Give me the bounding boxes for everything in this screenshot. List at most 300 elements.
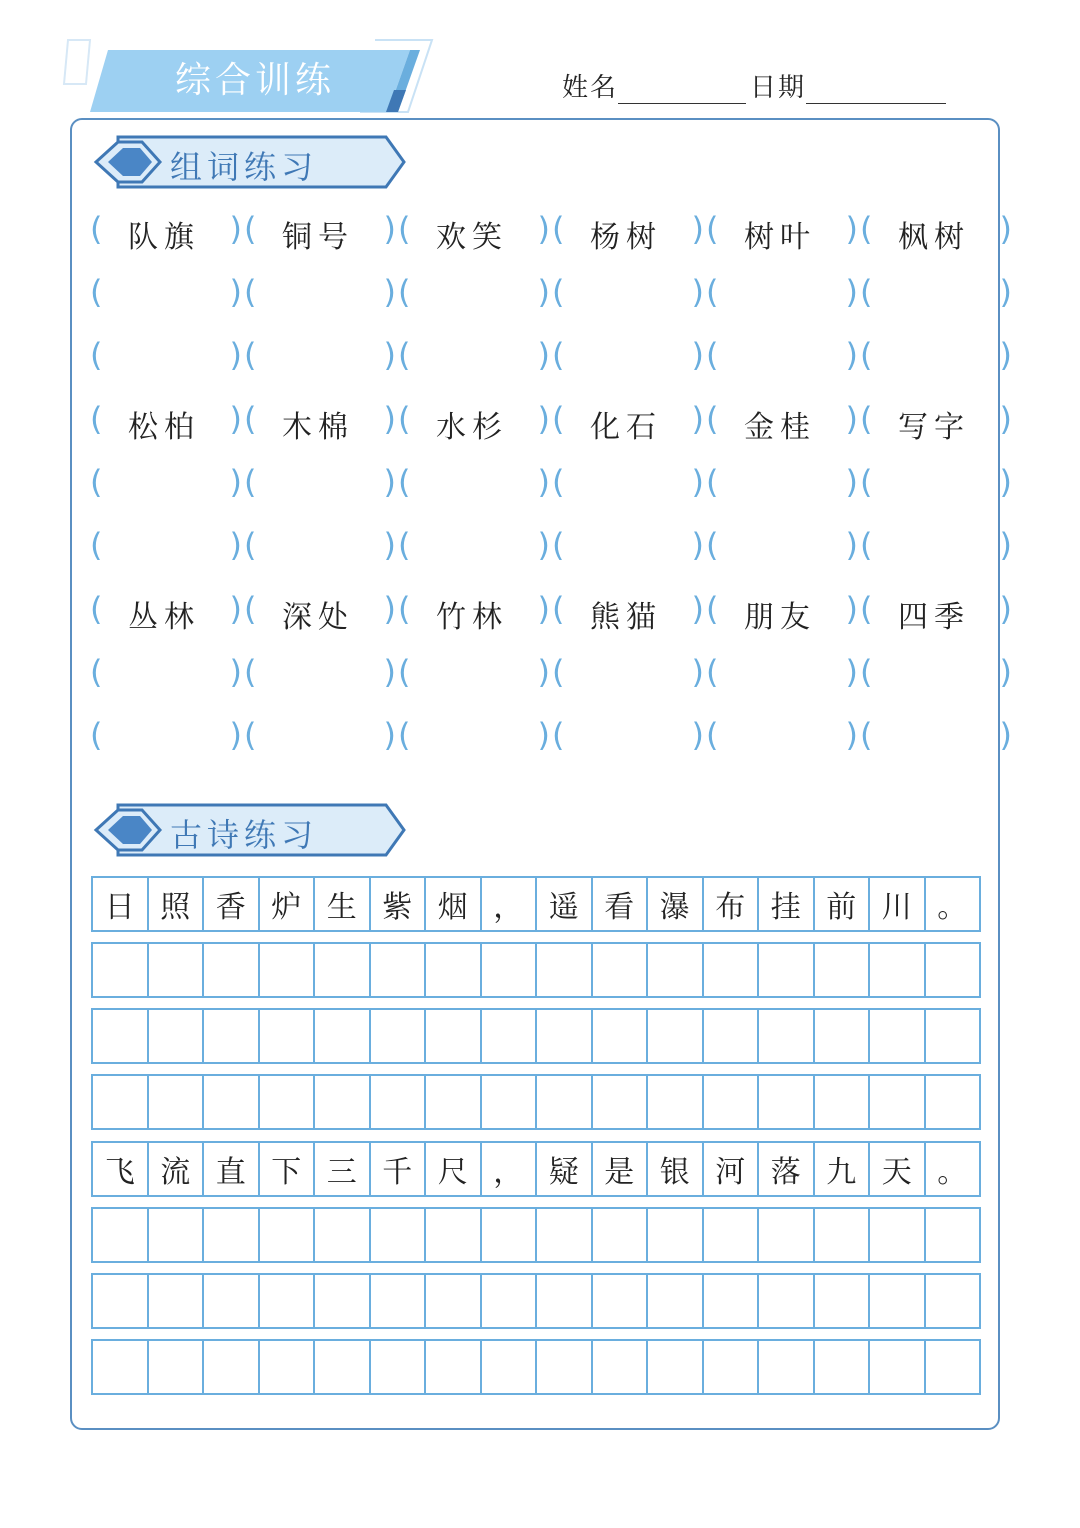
poem-char-cell: 三 [315, 1143, 371, 1195]
writing-cell[interactable] [482, 1209, 538, 1261]
close-paren: ) [999, 716, 1012, 754]
open-paren: ( [552, 336, 565, 374]
close-paren: ) [845, 463, 858, 501]
poem-char-cell: ， [482, 878, 538, 930]
close-paren: ) [383, 463, 396, 501]
close-paren: ) [537, 526, 550, 564]
writing-cell[interactable] [426, 1010, 482, 1062]
writing-cell[interactable] [426, 1209, 482, 1261]
blank-word-cell[interactable] [552, 716, 704, 760]
open-paren: ( [244, 653, 257, 691]
writing-cell[interactable] [204, 944, 260, 996]
word-cell [860, 210, 1012, 254]
close-paren: ) [691, 210, 704, 248]
word-cell [398, 590, 550, 634]
open-paren: ( [552, 400, 565, 438]
writing-row [91, 1273, 981, 1329]
word-text: 化石 [590, 410, 662, 445]
open-paren: ( [244, 273, 257, 311]
writing-cell[interactable] [315, 944, 371, 996]
poem-char-cell: 下 [260, 1143, 316, 1195]
close-paren: ) [691, 590, 704, 628]
writing-cell[interactable] [482, 1341, 538, 1393]
blank-word-cell[interactable] [552, 463, 704, 507]
writing-cell[interactable] [482, 1076, 538, 1128]
writing-cell[interactable] [93, 1341, 149, 1393]
close-paren: ) [691, 716, 704, 754]
open-paren: ( [706, 273, 719, 311]
writing-cell[interactable] [648, 1010, 704, 1062]
writing-row [91, 1008, 981, 1064]
writing-cell[interactable] [149, 1010, 205, 1062]
writing-cell[interactable] [371, 1341, 427, 1393]
blank-word-cell[interactable] [244, 336, 396, 380]
poem-line-row [91, 1141, 981, 1197]
writing-cell[interactable] [648, 944, 704, 996]
writing-cell[interactable] [704, 1010, 760, 1062]
writing-row [91, 1339, 981, 1395]
writing-cell[interactable] [204, 1076, 260, 1128]
close-paren: ) [537, 716, 550, 754]
writing-cell[interactable] [704, 1209, 760, 1261]
writing-cell[interactable] [260, 1010, 316, 1062]
blank-word-cell[interactable] [398, 336, 550, 380]
writing-cell[interactable] [260, 944, 316, 996]
open-paren: ( [244, 526, 257, 564]
close-paren: ) [845, 590, 858, 628]
title-banner [60, 32, 440, 117]
writing-cell[interactable] [815, 1275, 871, 1327]
writing-cell[interactable] [593, 1209, 649, 1261]
writing-cell[interactable] [759, 1341, 815, 1393]
writing-cell[interactable] [371, 1010, 427, 1062]
blank-word-cell[interactable] [552, 273, 704, 317]
writing-cell[interactable] [93, 1010, 149, 1062]
poem-char-cell: 炉 [260, 878, 316, 930]
writing-cell[interactable] [704, 1076, 760, 1128]
blank-word-cell[interactable] [706, 273, 858, 317]
poem-char-cell: 千 [371, 1143, 427, 1195]
close-paren: ) [229, 273, 242, 311]
blank-word-cell[interactable] [860, 526, 1012, 570]
writing-cell[interactable] [870, 944, 926, 996]
writing-cell[interactable] [315, 1341, 371, 1393]
close-paren: ) [537, 400, 550, 438]
writing-row [91, 942, 981, 998]
open-paren: ( [398, 273, 411, 311]
close-paren: ) [383, 336, 396, 374]
close-paren: ) [691, 273, 704, 311]
open-paren: ( [398, 336, 411, 374]
close-paren: ) [383, 526, 396, 564]
writing-cell[interactable] [926, 944, 982, 996]
writing-cell[interactable] [204, 1209, 260, 1261]
close-paren: ) [999, 463, 1012, 501]
writing-cell[interactable] [482, 944, 538, 996]
open-paren: ( [244, 590, 257, 628]
blank-word-cell[interactable] [398, 526, 550, 570]
writing-cell[interactable] [537, 1076, 593, 1128]
word-cell [706, 590, 858, 634]
open-paren: ( [706, 590, 719, 628]
writing-cell[interactable] [926, 1209, 982, 1261]
word-cell [90, 210, 242, 254]
word-cell [860, 590, 1012, 634]
writing-cell[interactable] [593, 944, 649, 996]
writing-cell[interactable] [371, 1076, 427, 1128]
blank-word-cell[interactable] [398, 653, 550, 697]
open-paren: ( [552, 526, 565, 564]
blank-word-cell[interactable] [552, 336, 704, 380]
open-paren: ( [244, 210, 257, 248]
poem-char-cell: 流 [149, 1143, 205, 1195]
blank-word-cell[interactable] [90, 273, 242, 317]
poem-char-cell: ， [482, 1143, 538, 1195]
open-paren: ( [398, 526, 411, 564]
close-paren: ) [383, 210, 396, 248]
poem-char-cell: 遥 [537, 878, 593, 930]
section-header-poem-practice [90, 802, 410, 858]
writing-cell[interactable] [93, 1076, 149, 1128]
blank-word-cell[interactable] [244, 653, 396, 697]
writing-cell[interactable] [315, 1275, 371, 1327]
writing-cell[interactable] [482, 1275, 538, 1327]
word-cell [552, 210, 704, 254]
writing-cell[interactable] [537, 944, 593, 996]
close-paren: ) [229, 590, 242, 628]
writing-cell[interactable] [537, 1209, 593, 1261]
open-paren: ( [90, 210, 103, 248]
writing-cell[interactable] [926, 1341, 982, 1393]
word-text: 木棉 [282, 410, 354, 445]
writing-cell[interactable] [759, 1275, 815, 1327]
blank-word-cell[interactable] [552, 526, 704, 570]
date-label: 日期 [750, 73, 807, 103]
writing-cell[interactable] [815, 1076, 871, 1128]
writing-cell[interactable] [149, 944, 205, 996]
close-paren: ) [691, 336, 704, 374]
writing-cell[interactable] [537, 1275, 593, 1327]
word-cell [244, 590, 396, 634]
close-paren: ) [537, 210, 550, 248]
blank-word-cell[interactable] [706, 336, 858, 380]
blank-word-cell[interactable] [552, 653, 704, 697]
writing-cell[interactable] [870, 1010, 926, 1062]
poem-char-cell: 九 [815, 1143, 871, 1195]
poem-char-cell: 挂 [759, 878, 815, 930]
close-paren: ) [999, 273, 1012, 311]
open-paren: ( [706, 653, 719, 691]
writing-cell[interactable] [593, 1010, 649, 1062]
writing-cell[interactable] [371, 944, 427, 996]
open-paren: ( [90, 463, 103, 501]
blank-word-cell[interactable] [90, 526, 242, 570]
poem-char-cell: 直 [204, 1143, 260, 1195]
blank-word-cell[interactable] [244, 526, 396, 570]
section-title: 古诗练习 [170, 816, 319, 854]
close-paren: ) [229, 653, 242, 691]
close-paren: ) [229, 526, 242, 564]
blank-word-cell[interactable] [860, 463, 1012, 507]
word-text: 朋友 [744, 600, 816, 635]
poem-char-cell: 银 [648, 1143, 704, 1195]
blank-word-cell[interactable] [90, 463, 242, 507]
poem-char-cell: 尺 [426, 1143, 482, 1195]
close-paren: ) [691, 400, 704, 438]
word-cell [706, 400, 858, 444]
section-header-word-practice [90, 134, 410, 190]
close-paren: ) [537, 336, 550, 374]
writing-cell[interactable] [204, 1341, 260, 1393]
poem-char-cell: 疑 [537, 1143, 593, 1195]
open-paren: ( [398, 590, 411, 628]
writing-cell[interactable] [926, 1275, 982, 1327]
blank-word-cell[interactable] [860, 716, 1012, 760]
open-paren: ( [90, 336, 103, 374]
close-paren: ) [383, 400, 396, 438]
writing-cell[interactable] [870, 1076, 926, 1128]
open-paren: ( [706, 336, 719, 374]
word-text: 写字 [898, 410, 970, 445]
open-paren: ( [860, 590, 873, 628]
poem-char-cell: 河 [704, 1143, 760, 1195]
writing-cell[interactable] [759, 1076, 815, 1128]
word-text: 欢笑 [436, 220, 508, 255]
poem-char-cell: 瀑 [648, 878, 704, 930]
blank-word-cell[interactable] [706, 653, 858, 697]
writing-cell[interactable] [260, 1209, 316, 1261]
writing-cell[interactable] [648, 1076, 704, 1128]
word-text: 松柏 [128, 410, 200, 445]
poem-char-cell: 看 [593, 878, 649, 930]
blank-word-cell[interactable] [398, 716, 550, 760]
close-paren: ) [537, 273, 550, 311]
blank-word-cell[interactable] [860, 653, 1012, 697]
open-paren: ( [90, 716, 103, 754]
poem-line-row [91, 876, 981, 932]
word-text: 熊猫 [590, 600, 662, 635]
writing-cell[interactable] [426, 944, 482, 996]
open-paren: ( [90, 590, 103, 628]
writing-cell[interactable] [260, 1341, 316, 1393]
open-paren: ( [860, 336, 873, 374]
writing-cell[interactable] [759, 1209, 815, 1261]
writing-cell[interactable] [371, 1275, 427, 1327]
close-paren: ) [229, 336, 242, 374]
writing-cell[interactable] [149, 1275, 205, 1327]
close-paren: ) [845, 653, 858, 691]
open-paren: ( [90, 400, 103, 438]
poem-char-cell: 。 [926, 878, 982, 930]
close-paren: ) [229, 716, 242, 754]
word-cell [90, 590, 242, 634]
poem-char-cell: 布 [704, 878, 760, 930]
blank-word-cell[interactable] [90, 653, 242, 697]
writing-cell[interactable] [593, 1341, 649, 1393]
word-cell [860, 400, 1012, 444]
word-cell [244, 210, 396, 254]
name-blank[interactable] [618, 75, 746, 104]
writing-cell[interactable] [759, 944, 815, 996]
writing-cell[interactable] [926, 1076, 982, 1128]
blank-word-cell[interactable] [244, 463, 396, 507]
close-paren: ) [999, 336, 1012, 374]
writing-cell[interactable] [648, 1275, 704, 1327]
close-paren: ) [383, 653, 396, 691]
poem-char-cell: 紫 [371, 878, 427, 930]
writing-cell[interactable] [149, 1209, 205, 1261]
open-paren: ( [860, 526, 873, 564]
open-paren: ( [552, 653, 565, 691]
writing-cell[interactable] [371, 1209, 427, 1261]
open-paren: ( [706, 463, 719, 501]
blank-word-cell[interactable] [860, 336, 1012, 380]
writing-cell[interactable] [815, 1209, 871, 1261]
open-paren: ( [860, 273, 873, 311]
writing-cell[interactable] [759, 1010, 815, 1062]
writing-cell[interactable] [870, 1341, 926, 1393]
close-paren: ) [229, 463, 242, 501]
writing-cell[interactable] [204, 1275, 260, 1327]
writing-cell[interactable] [704, 944, 760, 996]
writing-cell[interactable] [815, 1010, 871, 1062]
writing-cell[interactable] [537, 1010, 593, 1062]
blank-word-cell[interactable] [90, 336, 242, 380]
writing-cell[interactable] [260, 1275, 316, 1327]
open-paren: ( [552, 273, 565, 311]
close-paren: ) [999, 526, 1012, 564]
blank-word-cell[interactable] [860, 273, 1012, 317]
word-text: 水杉 [436, 410, 508, 445]
close-paren: ) [383, 273, 396, 311]
writing-cell[interactable] [704, 1275, 760, 1327]
open-paren: ( [860, 210, 873, 248]
open-paren: ( [860, 716, 873, 754]
writing-cell[interactable] [815, 944, 871, 996]
writing-cell[interactable] [149, 1341, 205, 1393]
blank-word-cell[interactable] [706, 463, 858, 507]
writing-cell[interactable] [315, 1076, 371, 1128]
close-paren: ) [537, 463, 550, 501]
writing-cell[interactable] [93, 944, 149, 996]
open-paren: ( [552, 463, 565, 501]
word-cell [552, 590, 704, 634]
writing-row [91, 1207, 981, 1263]
writing-cell[interactable] [870, 1209, 926, 1261]
close-paren: ) [229, 210, 242, 248]
blank-word-cell[interactable] [706, 716, 858, 760]
writing-cell[interactable] [426, 1341, 482, 1393]
writing-cell[interactable] [93, 1275, 149, 1327]
poem-char-cell: 日 [93, 878, 149, 930]
open-paren: ( [552, 716, 565, 754]
writing-cell[interactable] [204, 1010, 260, 1062]
close-paren: ) [383, 716, 396, 754]
word-cell [244, 400, 396, 444]
writing-cell[interactable] [704, 1341, 760, 1393]
word-text: 金桂 [744, 410, 816, 445]
poem-char-cell: 川 [870, 878, 926, 930]
open-paren: ( [244, 463, 257, 501]
blank-word-cell[interactable] [244, 716, 396, 760]
open-paren: ( [398, 653, 411, 691]
writing-cell[interactable] [926, 1010, 982, 1062]
word-text: 四季 [898, 600, 970, 635]
close-paren: ) [999, 400, 1012, 438]
writing-cell[interactable] [426, 1275, 482, 1327]
writing-cell[interactable] [149, 1076, 205, 1128]
open-paren: ( [244, 716, 257, 754]
writing-row [91, 1074, 981, 1130]
writing-cell[interactable] [815, 1341, 871, 1393]
writing-cell[interactable] [93, 1209, 149, 1261]
writing-cell[interactable] [315, 1010, 371, 1062]
writing-cell[interactable] [648, 1209, 704, 1261]
blank-word-cell[interactable] [398, 273, 550, 317]
writing-cell[interactable] [315, 1209, 371, 1261]
name-date-fields [562, 70, 946, 104]
blank-word-cell[interactable] [244, 273, 396, 317]
open-paren: ( [244, 336, 257, 374]
word-cell [706, 210, 858, 254]
blank-word-cell[interactable] [90, 716, 242, 760]
worksheet-title: 综合训练 [174, 60, 335, 101]
word-text: 丛林 [128, 600, 200, 635]
name-label: 姓名 [562, 73, 619, 103]
close-paren: ) [537, 590, 550, 628]
writing-cell[interactable] [593, 1076, 649, 1128]
writing-cell[interactable] [426, 1076, 482, 1128]
poem-char-cell: 照 [149, 878, 205, 930]
close-paren: ) [845, 526, 858, 564]
close-paren: ) [691, 653, 704, 691]
word-text: 枫树 [898, 220, 970, 255]
open-paren: ( [90, 526, 103, 564]
section-title: 组词练习 [170, 148, 319, 186]
date-blank[interactable] [806, 75, 946, 104]
poem-char-cell: 前 [815, 878, 871, 930]
poem-char-cell: 飞 [93, 1143, 149, 1195]
open-paren: ( [552, 210, 565, 248]
word-cell [552, 400, 704, 444]
blank-word-cell[interactable] [398, 463, 550, 507]
word-text: 队旗 [128, 220, 200, 255]
poem-char-cell: 落 [759, 1143, 815, 1195]
close-paren: ) [383, 590, 396, 628]
writing-cell[interactable] [648, 1341, 704, 1393]
writing-cell[interactable] [870, 1275, 926, 1327]
blank-word-cell[interactable] [706, 526, 858, 570]
word-text: 铜号 [282, 220, 354, 255]
word-text: 竹林 [436, 600, 508, 635]
writing-cell[interactable] [482, 1010, 538, 1062]
close-paren: ) [845, 400, 858, 438]
word-cell [398, 400, 550, 444]
open-paren: ( [398, 400, 411, 438]
open-paren: ( [398, 716, 411, 754]
open-paren: ( [706, 210, 719, 248]
close-paren: ) [229, 400, 242, 438]
poem-char-cell: 香 [204, 878, 260, 930]
word-cell [398, 210, 550, 254]
poem-char-cell: 天 [870, 1143, 926, 1195]
close-paren: ) [845, 210, 858, 248]
writing-cell[interactable] [593, 1275, 649, 1327]
open-paren: ( [860, 400, 873, 438]
writing-cell[interactable] [260, 1076, 316, 1128]
close-paren: ) [691, 526, 704, 564]
writing-cell[interactable] [537, 1341, 593, 1393]
